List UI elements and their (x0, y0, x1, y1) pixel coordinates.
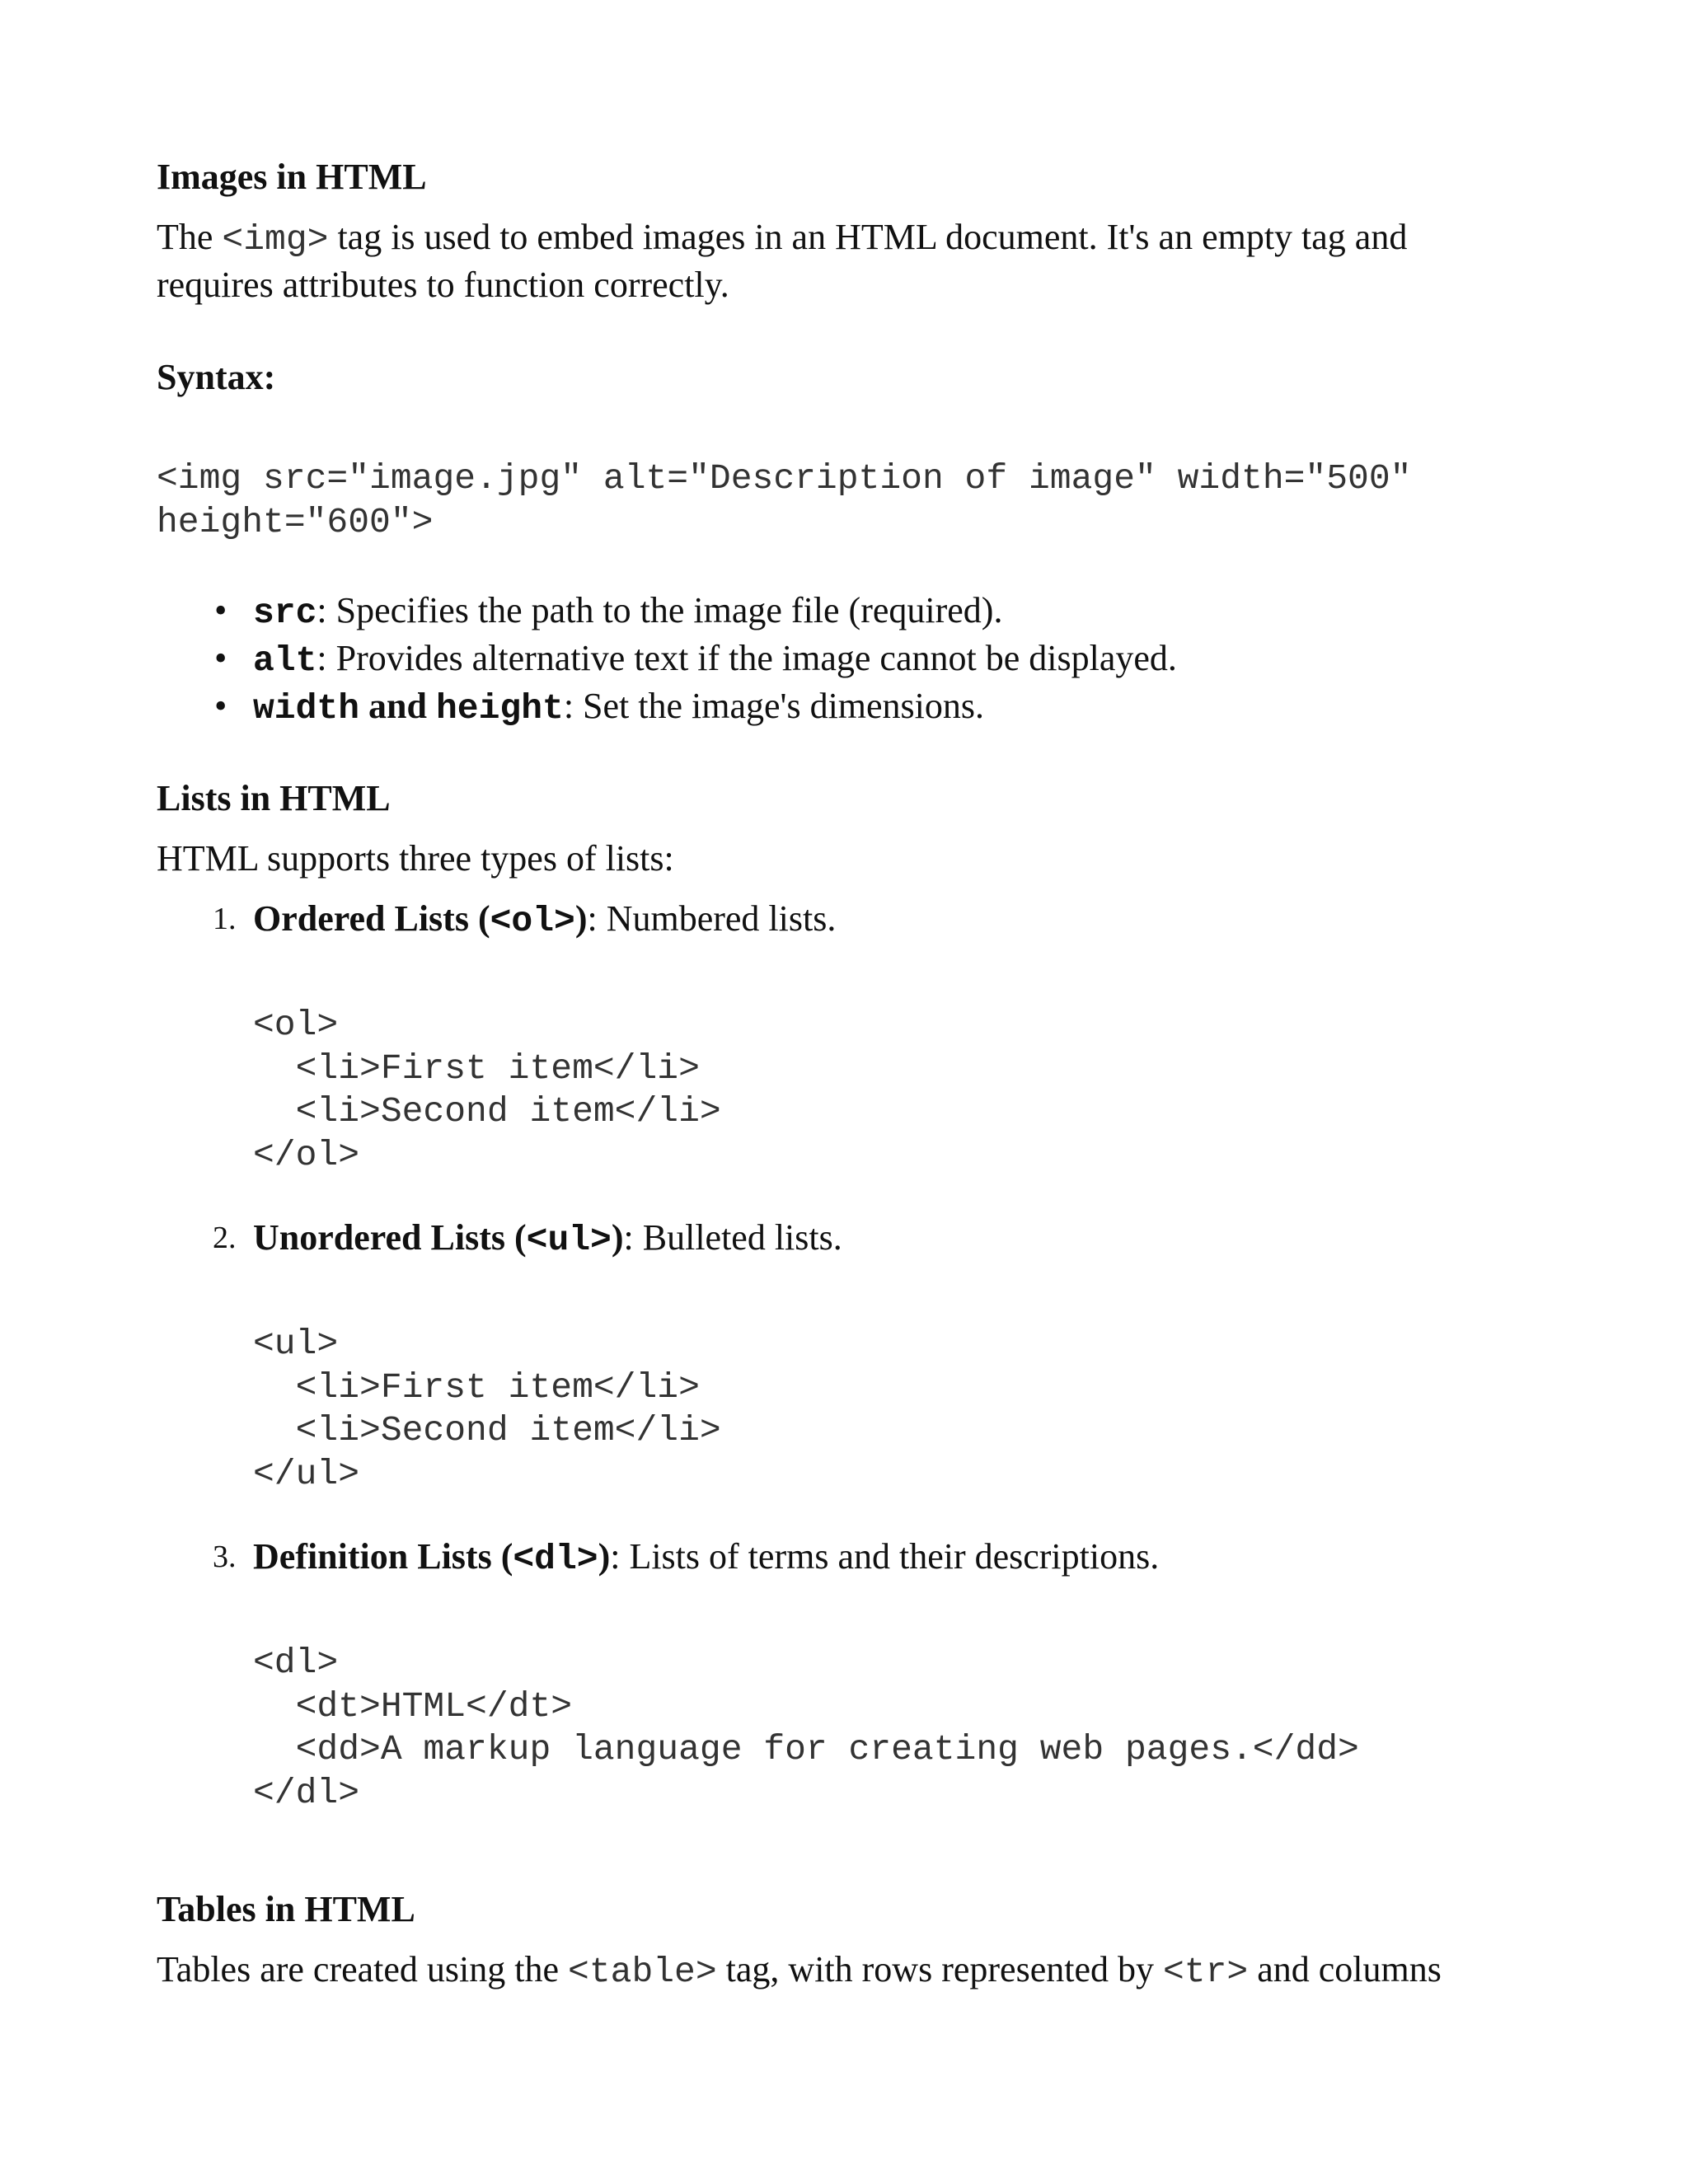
attr-name-alt: alt (253, 640, 317, 681)
images-intro-line2: requires attributes to function correctly. (157, 265, 729, 305)
images-intro-after: tag is used to embed images in an HTML document. It's an empty tag and (328, 217, 1408, 257)
bullet-icon: • (214, 686, 227, 726)
ul-example-code: <ul> <li>First item</li> <li>Second item</li> </ul> (253, 1324, 721, 1494)
list-title-after: ) (598, 1536, 611, 1577)
list-number: 3. (213, 1540, 237, 1574)
list-number: 1. (213, 902, 237, 936)
tables-intro-part2: tag, with rows represented by (716, 1949, 1163, 1990)
tables-heading: Tables in HTML (157, 1889, 415, 1929)
list-desc: : Numbered lists. (587, 898, 837, 939)
lists-intro: HTML supports three types of lists: (157, 838, 674, 879)
attr-desc-alt: : Provides alternative text if the image cannot be displayed. (316, 638, 1177, 678)
tables-intro-part1: Tables are created using the (157, 1949, 569, 1990)
list-tag-ol: <ol> (490, 901, 575, 941)
list-tag-dl: <dl> (513, 1539, 598, 1579)
attr-name-height: height (435, 688, 564, 729)
list-desc: : Bulleted lists. (623, 1217, 842, 1258)
lists-heading: Lists in HTML (157, 778, 391, 818)
list-number: 2. (213, 1221, 237, 1255)
tables-intro (157, 1946, 1558, 1996)
attr-name-width: width (253, 688, 360, 729)
syntax-label: Syntax: (157, 357, 276, 397)
attr-joiner: and (359, 686, 436, 726)
list-title-after: ) (611, 1217, 624, 1258)
table-tag-inline: <table> (568, 1952, 717, 1992)
images-intro-line1 (157, 213, 1558, 264)
tr-tag-inline: <tr> (1162, 1952, 1249, 1992)
list-title-before: Ordered Lists ( (253, 898, 490, 939)
list-title-after: ) (574, 898, 588, 939)
bullet-icon: • (214, 638, 227, 678)
list-title-before: Unordered Lists ( (253, 1217, 527, 1258)
list-tag-ul: <ul> (526, 1220, 612, 1260)
ol-example-code: <ol> <li>First item</li> <li>Second item</li> </ol> (253, 1005, 721, 1175)
tables-intro-part3: and columns (1248, 1949, 1442, 1990)
img-syntax-code: <img src="image.jpg" alt="Description of image" width="500" height="600"> (157, 458, 1412, 542)
dl-example-code: <dl> <dt>HTML</dt> <dd>A markup language for creating web pages.</dd> </dl> (253, 1643, 1359, 1813)
list-title-before: Definition Lists ( (253, 1536, 513, 1577)
images-heading: Images in HTML (157, 157, 427, 197)
attr-desc-dimensions: : Set the image's dimensions. (563, 686, 985, 726)
list-desc: : Lists of terms and their descriptions. (610, 1536, 1160, 1577)
img-tag-inline: <img> (222, 219, 329, 260)
attr-name-src: src (253, 593, 317, 633)
bullet-icon: • (214, 590, 227, 630)
images-intro-before: The (157, 217, 223, 257)
attr-desc-src: : Specifies the path to the image file (required). (316, 590, 1003, 630)
